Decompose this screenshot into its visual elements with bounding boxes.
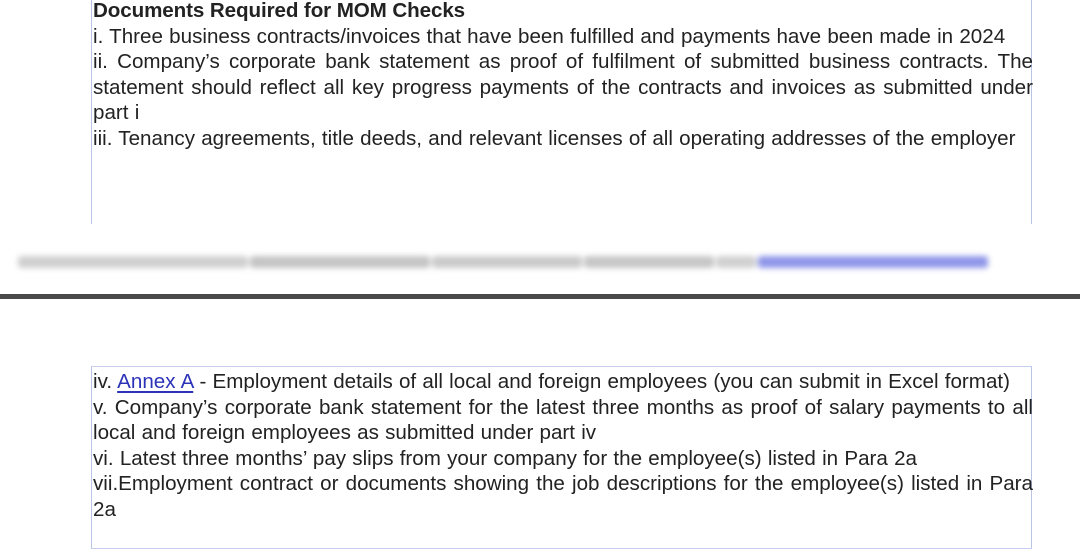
section-heading: Documents Required for MOM Checks [93,0,466,22]
list-item-vii: vii.Employment contract or documents showing the job descriptions for the employee(s) listed in Para 2a [93,472,1033,521]
blurred-text-line [18,253,988,271]
section-divider [0,294,1080,299]
list-item-ii: ii. Company’s corporate bank statement as proof of fulfilment of submitted business contracts. The statement should reflect all key progress payments of the contracts and invoices as submitted under part i [93,50,1033,124]
list-item-iv [93,369,1033,395]
bottom-document-section [93,369,1033,522]
list-item-vi: vi. Latest three months’ pay slips from your company for the employee(s) listed in Para 2a [93,446,917,470]
annex-a-link[interactable]: Annex A [117,370,194,393]
list-item-iv-prefix: iv. [93,370,118,393]
top-document-section [93,0,1033,151]
list-item-i: i. Three business contracts/invoices that have been fulfilled and payments have been made in 2024 [93,24,1006,48]
list-item-iii: iii. Tenancy agreements, title deeds, and relevant licenses of all operating addresses of the employer [93,126,1016,150]
list-item-iv-text: - Employment details of all local and foreign employees (you can submit in Excel format) [193,370,1010,393]
list-item-v: v. Company’s corporate bank statement for the latest three months as proof of salary payments to all local and foreign employees as submitted under part iv [93,395,1033,444]
